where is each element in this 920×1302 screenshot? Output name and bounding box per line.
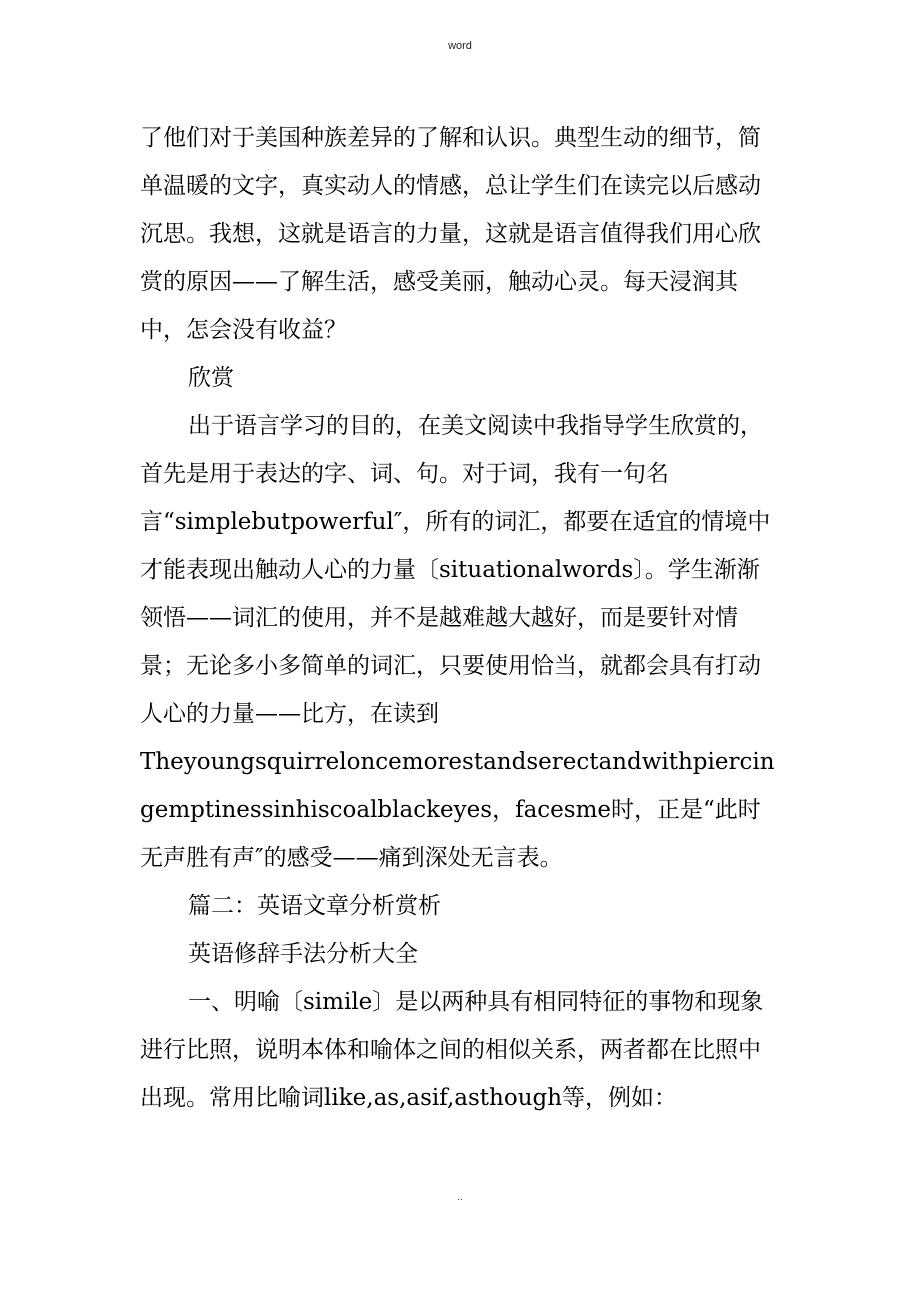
paragraph-section-title: 篇二：英语文章分析赏析 [188,893,441,919]
paragraph-simile: 一、明喻〔simile〕是以两种具有相同特征的事物和现象进行比照，说明本体和喻体之间的相似关系，两者都在比照中出现。常用比喻词like,as,asif,asthough等，例如： [140,989,764,1111]
paragraph-appreciation-body: 出于语言学习的目的，在美文阅读中我指导学生欣赏的，首先是用于表达的字、词、句。对于词，我有一句名言“simplebutpowerful″，所有的词汇，都要在适宜的情境中才能表现出触动人心的力量〔situationalwords〕。学生渐渐领悟——词汇的使用，并不是越难越大越好，而是要针对情景；无论多小多简单的词汇，只要使用恰当，就都会具有打动人心的力量——比方，在读到 [140,413,771,727]
paragraph-example-sentence: Theyoungsquirreloncemorestandserectandwithpiercingemptinessinhiscoalblackeyes，facesme时，正是“此时无声胜有声″的感受——痛到深处无言表。 [140,749,775,871]
paragraph-heading-appreciation: 欣赏 [188,365,234,391]
page-footer: .. [457,1192,463,1203]
document-body [140,114,780,1122]
paragraph-rhetoric-title: 英语修辞手法分析大全 [188,941,418,967]
page-header: word [448,40,472,52]
paragraph-continuation: 了他们对于美国种族差异的了解和认识。典型生动的细节，简单温暖的文字，真实动人的情感，总让学生们在读完以后感动沉思。我想，这就是语言的力量，这就是语言值得我们用心欣赏的原因——了解生活，感受美丽，触动心灵。每天浸润其中，怎会没有收益？ [140,125,761,343]
